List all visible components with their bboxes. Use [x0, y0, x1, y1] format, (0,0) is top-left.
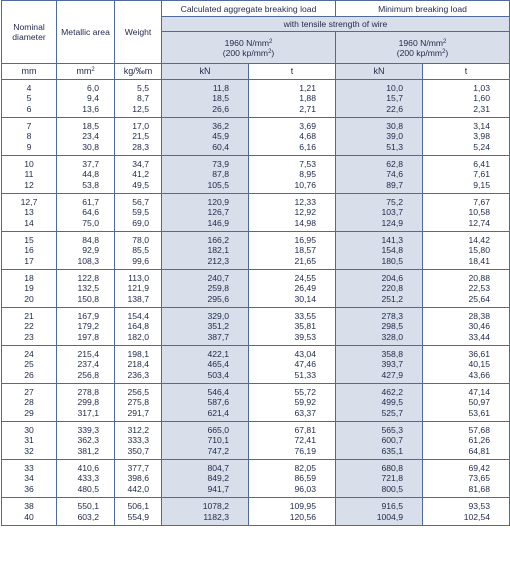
area-cell: 339,3 362,3 381,2 [57, 422, 115, 460]
calc-kn-cell: 11,8 18,5 26,6 [162, 80, 249, 118]
table-row [2, 498, 510, 526]
calc-kn-cell: 665,0 710,1 747,2 [162, 422, 249, 460]
calc-t-cell: 1,21 1,88 2,71 [249, 80, 336, 118]
area-cell: 6,0 9,4 13,6 [57, 80, 115, 118]
table-row [2, 346, 510, 384]
diameter-cell: 15 16 17 [2, 232, 57, 270]
min-t-cell: 47,14 50,97 53,61 [423, 384, 510, 422]
unit-mm: mm [2, 64, 57, 80]
weight-cell: 198,1 218,4 236,3 [115, 346, 162, 384]
calc-kn-cell: 1078,2 1182,3 [162, 498, 249, 526]
diameter-cell: 33 34 36 [2, 460, 57, 498]
diameter-cell: 18 19 20 [2, 270, 57, 308]
diameter-cell: 7 8 9 [2, 118, 57, 156]
min-kn-cell: 278,3 298,5 328,0 [336, 308, 423, 346]
calc-kn-cell: 240,7 259,8 295,6 [162, 270, 249, 308]
area-cell: 37,7 44,8 53,8 [57, 156, 115, 194]
calc-t-cell: 82,05 86,59 96,03 [249, 460, 336, 498]
wire-rope-table [1, 0, 510, 526]
calc-kn-cell: 329,0 351,2 387,7 [162, 308, 249, 346]
min-t-cell: 14,42 15,80 18,41 [423, 232, 510, 270]
calc-t-cell: 3,69 4,68 6,16 [249, 118, 336, 156]
weight-cell: 312,2 333,3 350,7 [115, 422, 162, 460]
calc-kn-cell: 804,7 849,2 941,7 [162, 460, 249, 498]
weight-cell: 56,7 59,5 69,0 [115, 194, 162, 232]
weight-cell: 34,7 41,2 49,5 [115, 156, 162, 194]
calc-t-cell: 24,55 26,49 30,14 [249, 270, 336, 308]
weight-cell: 377,7 398,6 442,0 [115, 460, 162, 498]
calc-kn-cell: 166,2 182,1 212,3 [162, 232, 249, 270]
area-cell: 167,9 179,2 197,8 [57, 308, 115, 346]
weight-cell: 5,5 8,7 12,5 [115, 80, 162, 118]
table-row [2, 232, 510, 270]
unit-kn-calc: kN [162, 64, 249, 80]
unit-t-min: t [423, 64, 510, 80]
area-cell: 215,4 237,4 256,8 [57, 346, 115, 384]
min-kn-cell: 462,2 499,5 525,7 [336, 384, 423, 422]
min-kn-cell: 916,5 1004,9 [336, 498, 423, 526]
area-cell: 61,7 64,6 75,0 [57, 194, 115, 232]
metallic-area-header: Metallic area [57, 1, 115, 64]
calc-t-cell: 55,72 59,92 63,37 [249, 384, 336, 422]
min-kn-cell: 10,0 15,7 22,6 [336, 80, 423, 118]
area-cell: 18,5 23,4 30,8 [57, 118, 115, 156]
diameter-cell: 24 25 26 [2, 346, 57, 384]
calc-kn-cell: 36,2 45,9 60,4 [162, 118, 249, 156]
calc-kn-cell: 422,1 465,4 503,4 [162, 346, 249, 384]
calc-t-cell: 109,95 120,56 [249, 498, 336, 526]
table-row [2, 384, 510, 422]
min-t-cell: 3,14 3,98 5,24 [423, 118, 510, 156]
calc-kn-cell: 120,9 126,7 146,9 [162, 194, 249, 232]
table-row [2, 156, 510, 194]
calc-t-cell: 7,53 8,95 10,76 [249, 156, 336, 194]
min-t-cell: 36,61 40,15 43,66 [423, 346, 510, 384]
unit-kn-min: kN [336, 64, 423, 80]
area-cell: 550,1 603,2 [57, 498, 115, 526]
unit-t-calc: t [249, 64, 336, 80]
tensile-strength-header: with tensile strength of wire [162, 17, 510, 32]
min-t-cell: 6,41 7,61 9,15 [423, 156, 510, 194]
diameter-cell: 38 40 [2, 498, 57, 526]
min-kn-cell: 30,8 39,0 51,3 [336, 118, 423, 156]
calc-t-cell: 16,95 18,57 21,65 [249, 232, 336, 270]
nominal-diameter-header: Nominal diameter [2, 1, 57, 64]
diameter-cell: 30 31 32 [2, 422, 57, 460]
diameter-cell: 10 11 12 [2, 156, 57, 194]
table-row [2, 118, 510, 156]
min-kn-cell: 75,2 103,7 124,9 [336, 194, 423, 232]
weight-cell: 113,0 121,9 138,7 [115, 270, 162, 308]
unit-kg-per-100m: kg/‰m [115, 64, 162, 80]
min-kn-cell: 204,6 220,8 251,2 [336, 270, 423, 308]
calc-t-cell: 33,55 35,81 39,53 [249, 308, 336, 346]
calc-kn-cell: 546,4 587,6 621,4 [162, 384, 249, 422]
weight-cell: 78,0 85,5 99,6 [115, 232, 162, 270]
table-row [2, 422, 510, 460]
table-row [2, 80, 510, 118]
min-kn-cell: 62,8 74,6 89,7 [336, 156, 423, 194]
calc-t-cell: 67,81 72,41 76,19 [249, 422, 336, 460]
area-cell: 410,6 433,3 480,5 [57, 460, 115, 498]
diameter-cell: 27 28 29 [2, 384, 57, 422]
weight-cell: 506,1 554,9 [115, 498, 162, 526]
diameter-cell: 4 5 6 [2, 80, 57, 118]
calc-t-cell: 43,04 47,46 51,33 [249, 346, 336, 384]
min-t-cell: 1,03 1,60 2,31 [423, 80, 510, 118]
unit-mm2: $mm^2$ [57, 64, 115, 80]
calc-strength-header: 1960 $N/mm^2$ (200 $kp/mm^2$) [162, 32, 336, 64]
min-breaking-load-header: Minimum breaking load [336, 1, 510, 17]
min-kn-cell: 358,8 393,7 427,9 [336, 346, 423, 384]
min-t-cell: 57,68 61,26 64,81 [423, 422, 510, 460]
min-kn-cell: 680,8 721,8 800,5 [336, 460, 423, 498]
area-cell: 84,8 92,9 108,3 [57, 232, 115, 270]
min-t-cell: 93,53 102,54 [423, 498, 510, 526]
table-row [2, 460, 510, 498]
diameter-cell: 12,7 13 14 [2, 194, 57, 232]
weight-cell: 154,4 164,8 182,0 [115, 308, 162, 346]
min-t-cell: 28,38 30,46 33,44 [423, 308, 510, 346]
table-row [2, 194, 510, 232]
table-row [2, 308, 510, 346]
diameter-cell: 21 22 23 [2, 308, 57, 346]
weight-header: Weight [115, 1, 162, 64]
min-t-cell: 20,88 22,53 25,64 [423, 270, 510, 308]
weight-cell: 17,0 21,5 28,3 [115, 118, 162, 156]
weight-cell: 256,5 275,8 291,7 [115, 384, 162, 422]
units-row [2, 64, 510, 80]
area-cell: 122,8 132,5 150,8 [57, 270, 115, 308]
calc-breaking-load-header: Calculated aggregate breaking load [162, 1, 336, 17]
min-t-cell: 7,67 10,58 12,74 [423, 194, 510, 232]
area-cell: 278,8 299,8 317,1 [57, 384, 115, 422]
table-row [2, 270, 510, 308]
min-strength-header: 1960 $N/mm^2$ (200 $kp/mm^2$) [336, 32, 510, 64]
min-t-cell: 69,42 73,65 81,68 [423, 460, 510, 498]
calc-t-cell: 12,33 12,92 14,98 [249, 194, 336, 232]
min-kn-cell: 565,3 600,7 635,1 [336, 422, 423, 460]
calc-kn-cell: 73,9 87,8 105,5 [162, 156, 249, 194]
min-kn-cell: 141,3 154,8 180,5 [336, 232, 423, 270]
